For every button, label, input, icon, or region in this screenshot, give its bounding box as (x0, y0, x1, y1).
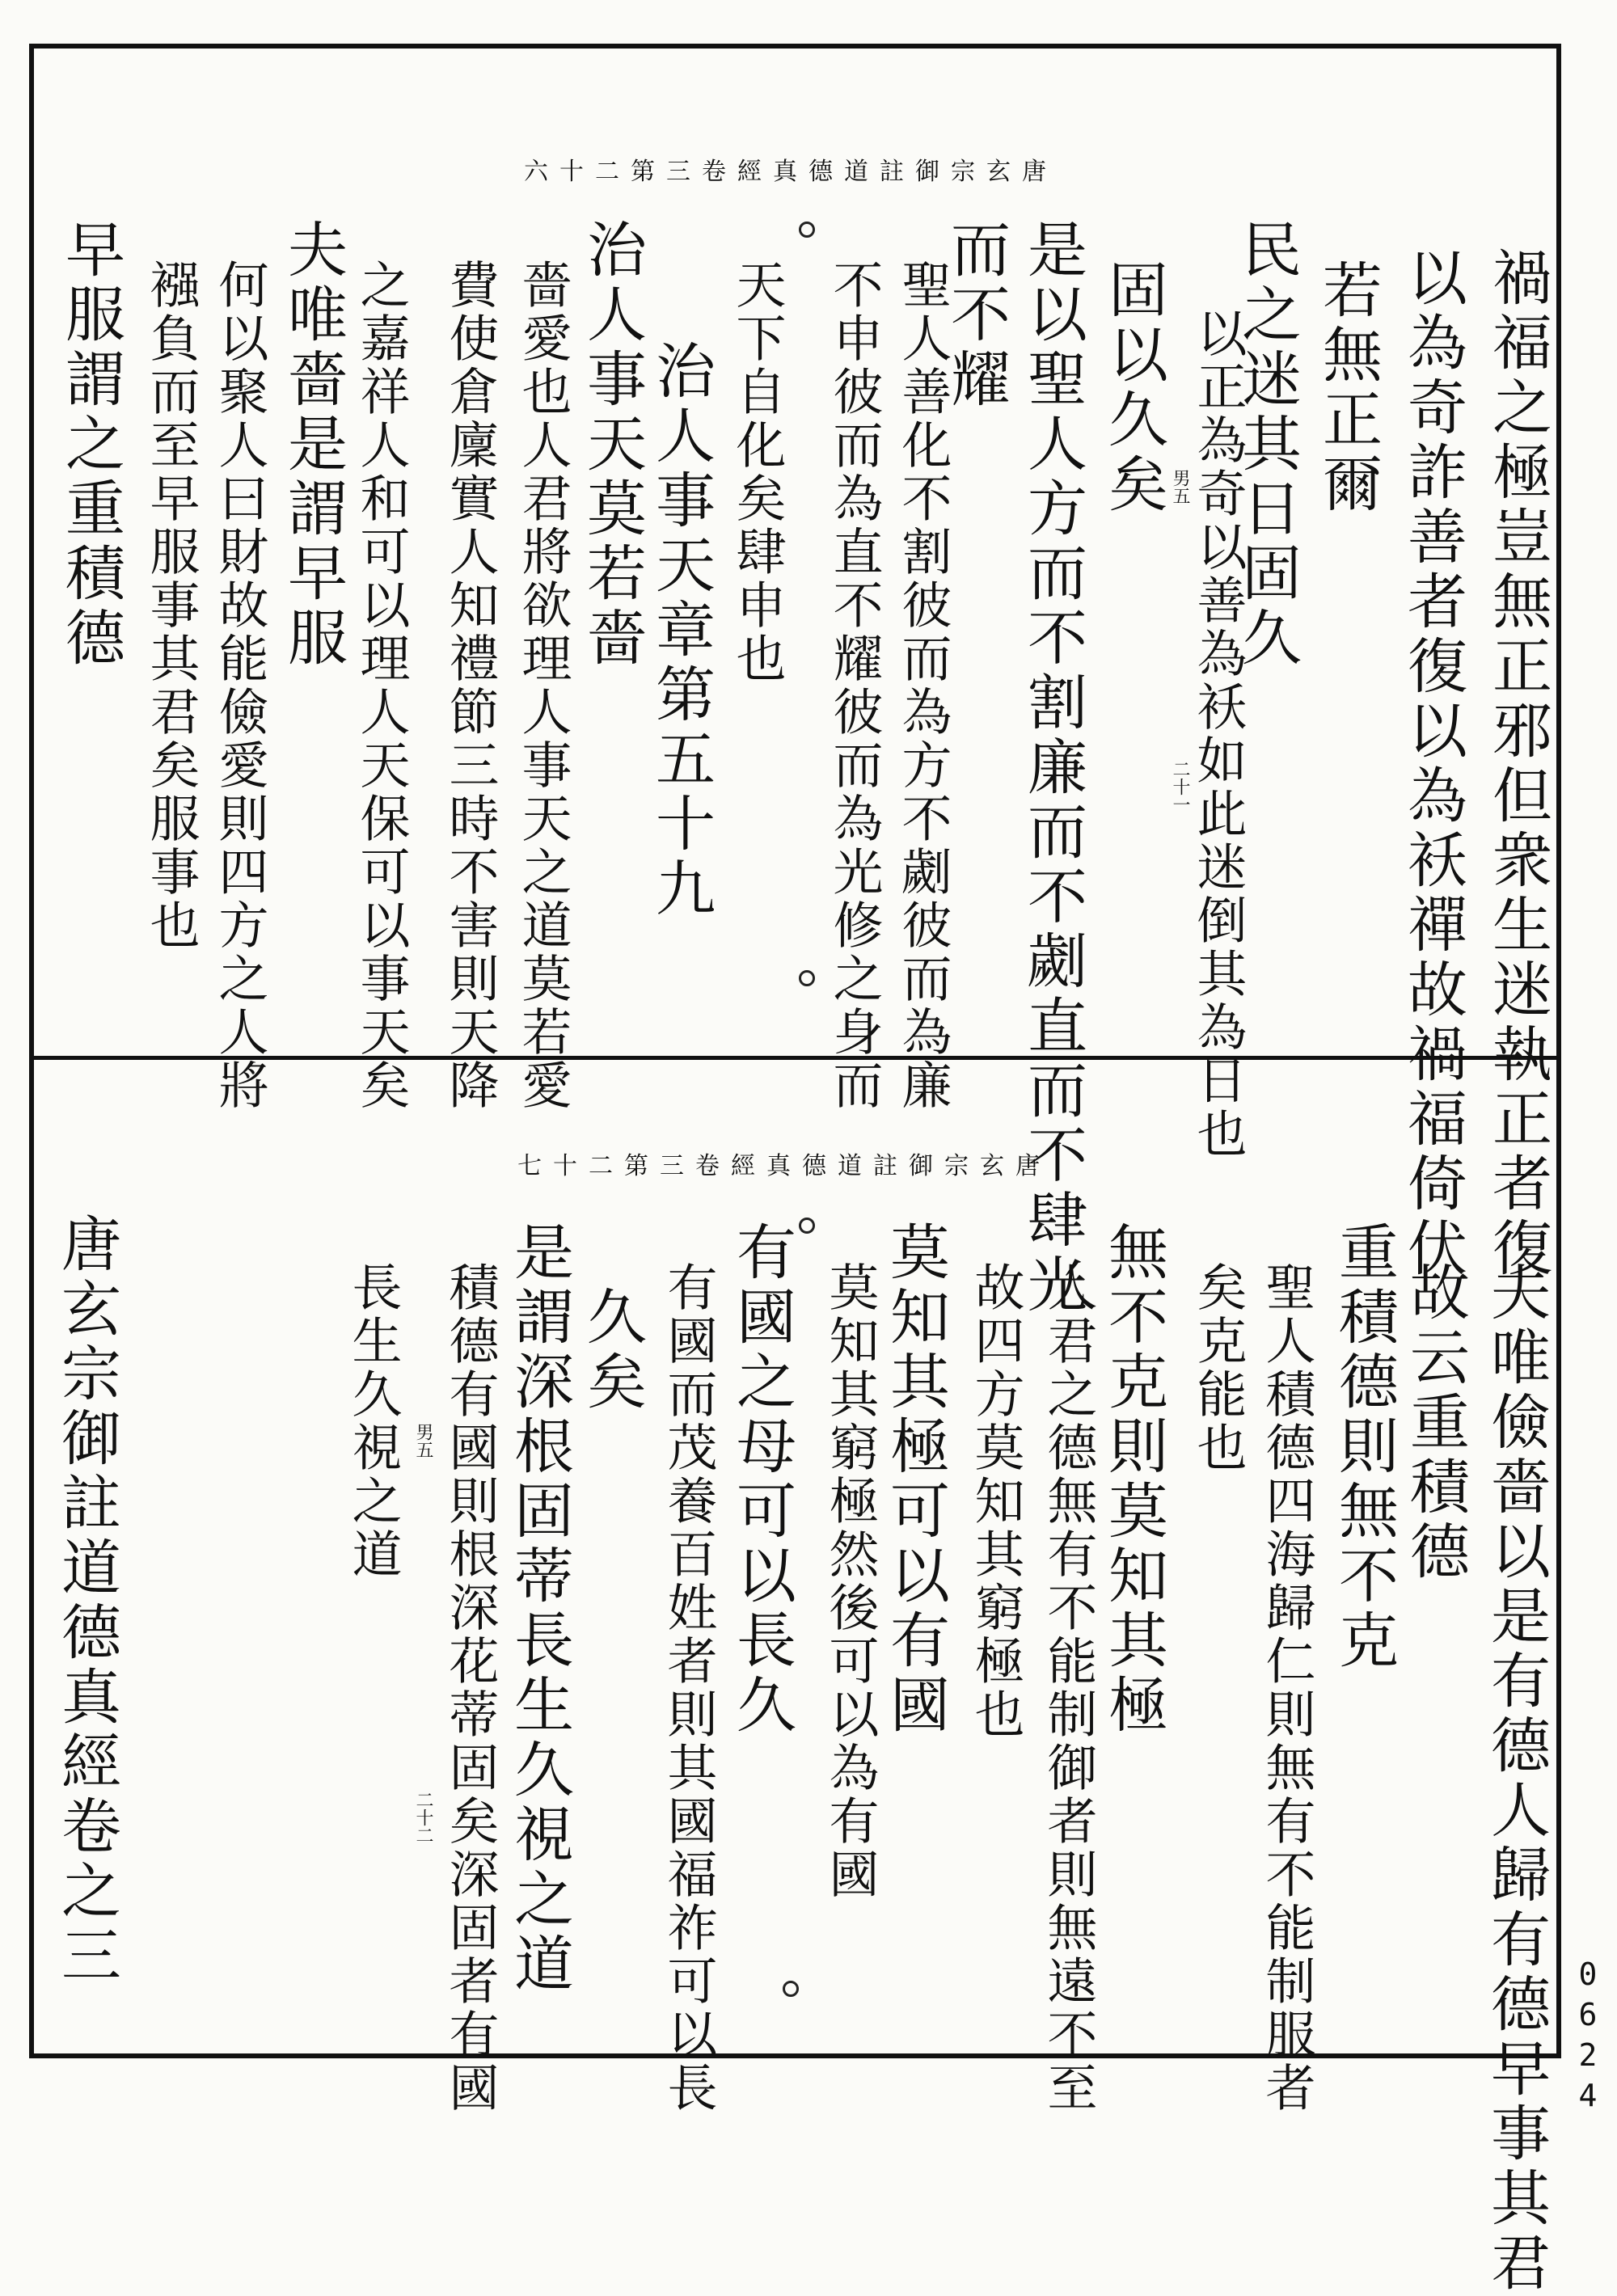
bottom-col-14: 是謂深根固蒂長生久視之道 (505, 1221, 574, 1997)
top-col-9: 聖人善化不割彼而為方不劌彼而為廉 (893, 259, 952, 1112)
bottom-col-8: 故四方莫知其窮極也 (966, 1261, 1025, 1741)
top-col-11: 天下自化矣肆申也 (728, 259, 787, 686)
bottom-col-1: 夫唯儉嗇以是有德人歸有德早事其君 (1481, 1261, 1551, 2296)
top-note-1: 男五 (1170, 469, 1190, 504)
top-col-3: 若無正爾 (1313, 259, 1383, 517)
bottom-note-2: 二十二 (413, 1791, 433, 1844)
bottom-col-7: 人君之德無有不能制御者則無遠不至 (1039, 1261, 1098, 2115)
top-col-20: 早服謂之重積德 (56, 218, 125, 671)
top-col-10: 不申彼而為直不耀彼而為光修之身而 (825, 259, 884, 1112)
circle-mark (783, 1981, 799, 1997)
top-note-2: 二十一 (1170, 760, 1190, 813)
top-col-14: 嗇愛也人君將欲理人事天之道莫若愛 (513, 259, 572, 1112)
bottom-col-10: 莫知其窮極然後可以為有國 (821, 1261, 880, 1901)
bottom-col-16: 長生久視之道 (344, 1261, 403, 1581)
page-number: 0624 (1570, 1956, 1606, 2118)
bottom-col-15: 積德有國則根深花蒂固矣深固者有國 (441, 1261, 500, 2115)
top-running-header: 唐玄宗御註道德真經卷三第二十六 (524, 158, 1058, 186)
bottom-col-6: 無不克則莫知其極 (1099, 1221, 1168, 1738)
top-col-7: 是以聖人方而不割廉而不劌直而不肆光 (1018, 218, 1087, 1318)
bottom-running-header: 唐玄宗御註道德真經卷三第二十七 (517, 1152, 1051, 1180)
top-col-17: 夫唯嗇是謂早服 (278, 218, 348, 671)
top-col-2: 以為奇詐善者復以為袄禪故禍福倚伏 (1398, 247, 1467, 1281)
top-col-5: 以正為奇以善為袄如此迷倒其為日也 (1188, 307, 1248, 1161)
top-col-19: 襁負而至早服事其君矣服事也 (141, 259, 201, 952)
bottom-col-12: 有國而茂養百姓者則其國福祚可以長 (659, 1261, 718, 2115)
top-col-15: 費使倉廩實人知禮節三時不害則天降 (441, 259, 500, 1112)
bottom-col-9: 莫知其極可以有國 (880, 1221, 950, 1738)
bottom-col-17: 唐玄宗御註道德真經卷之三 (52, 1213, 121, 1989)
top-col-8: 而不耀 (941, 218, 1011, 412)
circle-mark (799, 1218, 815, 1234)
bottom-col-5: 矣克能也 (1188, 1261, 1248, 1475)
top-col-6: 固以久矣 (1099, 259, 1168, 517)
bottom-col-13: 久矣 (577, 1285, 647, 1415)
top-col-18: 何以聚人曰財故能儉愛則四方之人將 (210, 259, 269, 1112)
bottom-col-11: 有國之母可以長久 (727, 1221, 796, 1738)
bottom-col-4: 聖人積德四海歸仁則無有不能制服者 (1257, 1261, 1316, 2115)
top-col-16: 之嘉祥人和可以理人天保可以事天矣 (352, 259, 411, 1112)
bottom-col-3: 重積德則無不克 (1329, 1221, 1399, 1673)
top-col-4: 民之迷其日固久 (1232, 218, 1302, 671)
bottom-col-2: 故云重積德 (1400, 1261, 1470, 1585)
bottom-note-1: 男五 (413, 1423, 433, 1458)
circle-mark (799, 222, 815, 238)
top-col-13: 治人事天莫若嗇 (577, 218, 647, 671)
top-col-12: 治人事天章第五十九 (646, 340, 716, 922)
top-col-1: 禍福之極豈無正邪但衆生迷執正者復 (1483, 247, 1552, 1281)
circle-mark (799, 970, 815, 986)
